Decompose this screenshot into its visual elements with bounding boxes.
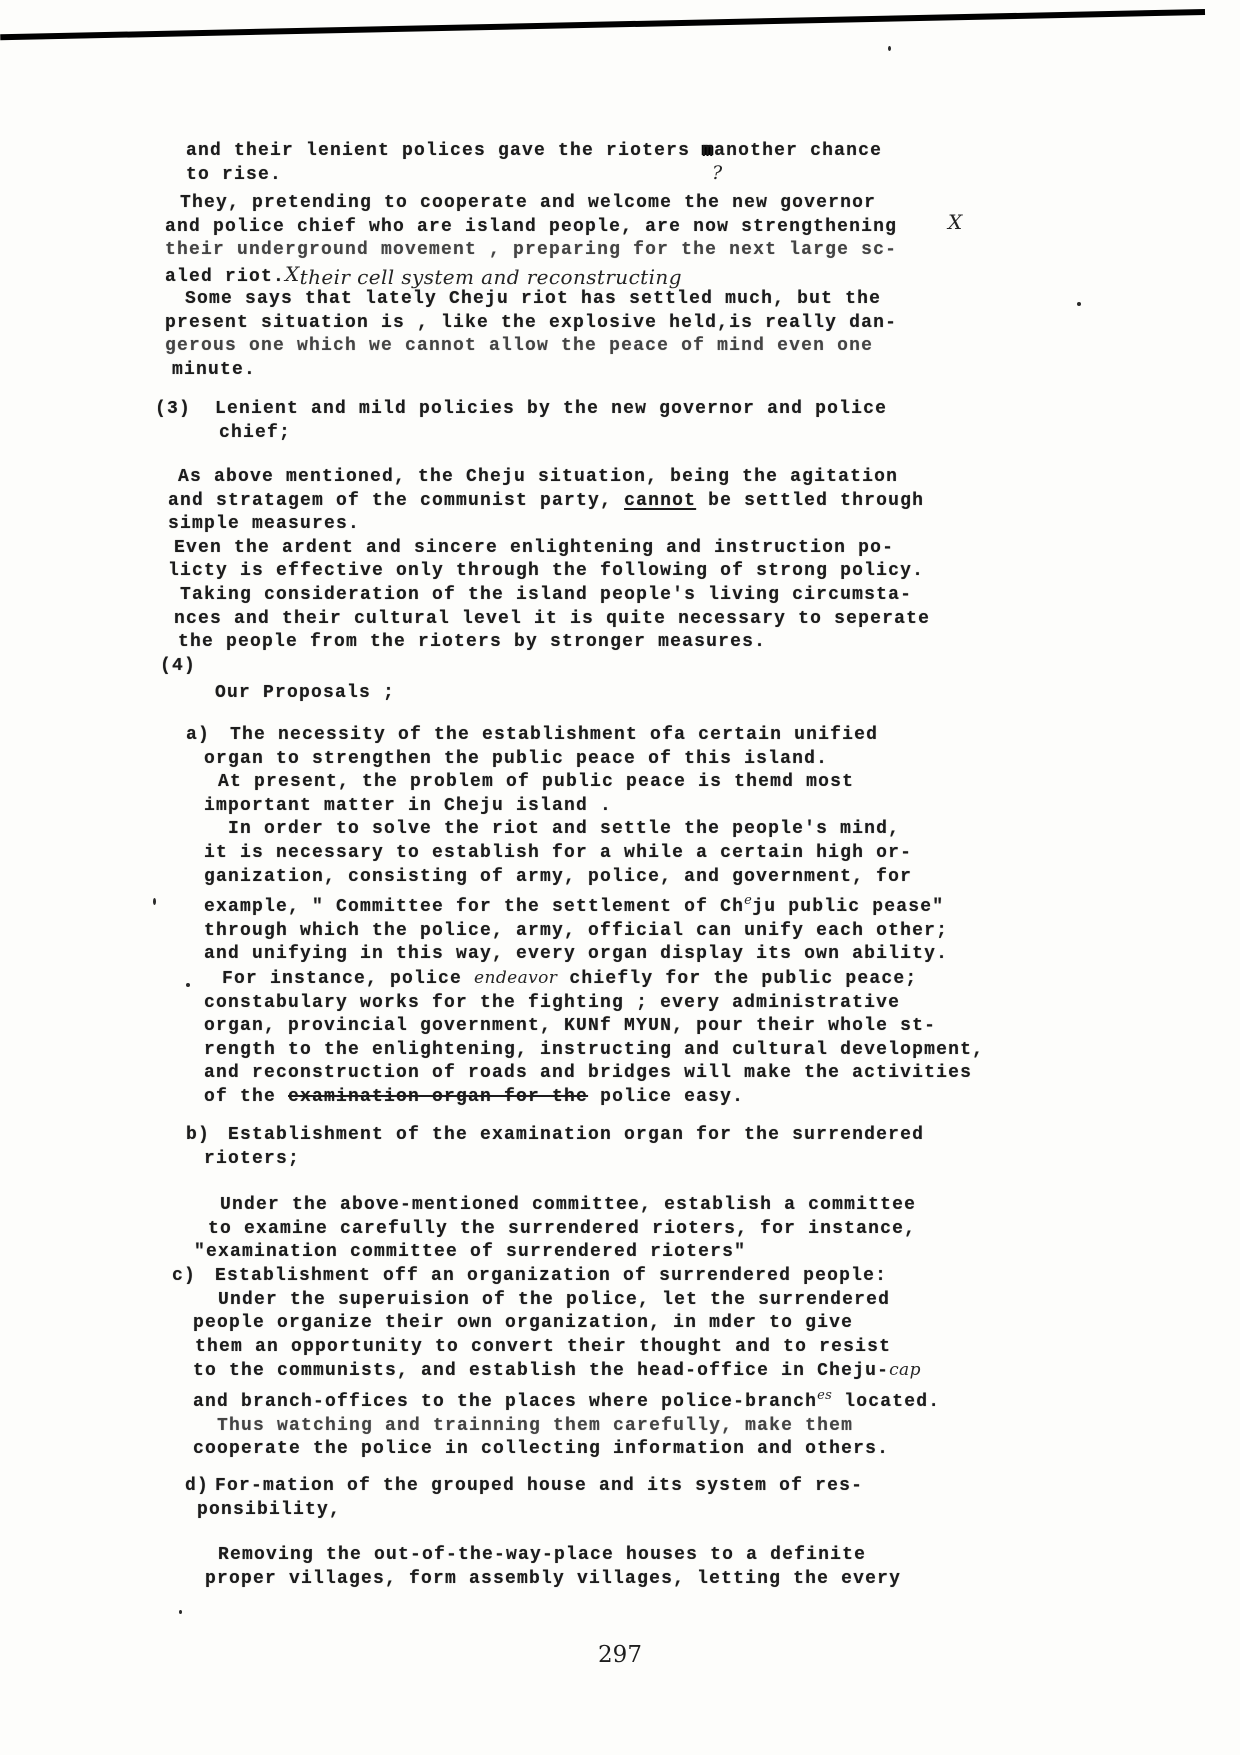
text-segment: another chance — [714, 141, 883, 161]
handwritten-word-endeavor: endeavor — [474, 967, 558, 988]
handwritten-word-cap: cap — [889, 1360, 921, 1381]
text-line: Removing the out-of-the-way-place houses to a definite — [218, 1545, 867, 1565]
text-line — [204, 1086, 984, 1110]
text-segment: and stratagem of the communist party, — [168, 490, 625, 511]
text-line: Some says that lately Cheju riot has settled much, but the — [185, 289, 882, 309]
text-line: chief; — [219, 422, 292, 443]
handwritten-superscript-es: es — [817, 1387, 833, 1403]
text-line: At present, the problem of public peace is themd most — [218, 772, 855, 793]
text-line: and police chief who are island people, are now strengthening — [165, 216, 898, 237]
text-line: cooperate the police in collecting information and others. — [193, 1439, 890, 1460]
text-line: present situation is , like the explosive held,is really dan- — [165, 312, 898, 333]
section-heading-3 — [155, 398, 887, 445]
text-line: organ to strengthen the public peace of this island. — [204, 748, 829, 769]
section-c — [172, 1265, 941, 1462]
proposals-heading — [215, 682, 395, 706]
text-line: (4) — [160, 655, 197, 676]
text-line: important matter in Cheju island . — [204, 795, 613, 816]
section-d — [185, 1475, 864, 1522]
text-segment: and branch-offices to the places where police-branch — [193, 1391, 818, 1412]
handwritten-superscript-e: e — [744, 893, 753, 909]
section-d-body — [197, 1544, 901, 1591]
text-line: them an opportunity to convert their thought and to resist — [195, 1336, 892, 1357]
text-line — [204, 967, 984, 992]
text-line: (3) Lenient and mild policies by the new governor and police — [155, 399, 888, 419]
text-line — [168, 490, 930, 514]
section-label-d: d) — [185, 1476, 210, 1496]
text-line: the people from the rioters by stronger measures. — [178, 632, 767, 653]
ink-speck — [179, 1610, 182, 1614]
text-line: and unifying in this way, every organ display its own ability. — [204, 944, 949, 965]
handwritten-insertion: their cell system and reconstructing — [299, 264, 682, 289]
text-line: The necessity of the establishment ofa certain unified — [230, 725, 879, 745]
text-line: people organize their own organization, in mder to give — [193, 1313, 854, 1334]
text-line: Establishment off an organization of surrendered people: — [215, 1266, 888, 1286]
text-line: Even the ardent and sincere enlightening and instruction po- — [174, 537, 895, 558]
text-segment: located. — [832, 1391, 941, 1412]
text-line: Under the above-mentioned committee, establish a committee — [220, 1195, 917, 1215]
section-label-a: a) — [186, 725, 211, 745]
text-line: through which the police, army, official can unify each other; — [204, 920, 949, 941]
text-segment: of the — [204, 1086, 289, 1107]
section-label-b: b) — [186, 1125, 211, 1145]
text-line: gerous one which we cannot allow the peace of mind even one — [165, 336, 874, 357]
text-line: their underground movement , preparing for the next large sc- — [165, 240, 898, 261]
ink-speck — [888, 46, 891, 51]
ink-speck — [153, 898, 156, 905]
text-line: In order to solve the riot and settle the people's mind, — [228, 819, 901, 840]
text-line: proper villages, form assembly villages, letting the every — [205, 1568, 902, 1589]
text-line: to rise. — [186, 164, 283, 185]
text-line: Thus watching and trainning them carefully, make them — [217, 1415, 854, 1436]
paragraph — [160, 466, 931, 678]
text-line: rength to the enlightening, instructing and cultural development, — [204, 1039, 985, 1060]
text-line: Establishment of the examination organ for the surrendered — [228, 1125, 925, 1145]
text-line: it is necessary to establish for a while a certain high or- — [204, 842, 913, 863]
text-segment: police easy. — [588, 1086, 745, 1107]
text-line: nces and their cultural level it is quite necessary to seperate — [174, 608, 931, 629]
text-segment: example, " Committee for the settlement of Ch — [204, 897, 745, 918]
text-segment: be settled through — [696, 490, 925, 511]
text-line — [204, 889, 984, 920]
text-line: minute. — [172, 359, 257, 380]
ink-smudge: m — [702, 141, 715, 161]
page-number: 297 — [598, 1642, 642, 1668]
text-segment: For instance, police — [222, 968, 475, 989]
paragraph — [186, 140, 882, 187]
text-line: constabulary works for the fighting ; every administrative — [204, 992, 901, 1013]
strikethrough-text: examination organ for the — [288, 1086, 589, 1107]
text-segment: chiefly for the public peace; — [557, 968, 918, 989]
text-line — [193, 1359, 940, 1384]
text-line: ganization, consisting of army, police, and government, for — [204, 866, 913, 887]
text-segment: to the communists, and establish the head-office in Cheju- — [193, 1361, 890, 1382]
handwritten-question-mark: ? — [712, 162, 723, 184]
text-line: organ, provincial government, KUNf MYUN, pour their whole st- — [204, 1016, 937, 1037]
text-line: licty is effective only through the following of strong policy. — [168, 561, 925, 582]
section-b-body — [194, 1194, 917, 1265]
section-b — [186, 1124, 925, 1171]
text-line: and reconstruction of roads and bridges will make the activities — [204, 1063, 973, 1084]
ink-speck — [186, 983, 190, 987]
ink-speck — [1077, 302, 1081, 306]
text-line — [193, 1384, 940, 1415]
text-segment: and their lenient polices gave the rioters — [186, 141, 703, 161]
handwritten-x-mark: X — [285, 261, 300, 286]
handwritten-x-mark: X — [948, 210, 963, 234]
text-line: As above mentioned, the Cheju situation, being the agitation — [178, 467, 899, 487]
text-segment: aled riot. — [165, 266, 286, 287]
text-line: Taking consideration of the island people's living circumsta- — [180, 584, 913, 605]
section-a — [186, 724, 985, 1110]
text-line — [186, 140, 882, 164]
paragraph — [165, 288, 897, 382]
text-line: Our Proposals ; — [215, 683, 396, 703]
text-line: simple measures. — [168, 514, 361, 535]
text-line: They, pretending to cooperate and welcome the new governor — [180, 193, 877, 213]
underlined-word: cannot — [624, 490, 697, 511]
text-line: For-mation of the grouped house and its system of res- — [215, 1476, 864, 1496]
text-line: "examination committee of surrendered rioters" — [194, 1242, 747, 1263]
section-label-c: c) — [172, 1266, 197, 1286]
text-line: rioters; — [204, 1148, 301, 1169]
paragraph — [165, 192, 897, 289]
text-line — [165, 263, 897, 290]
text-line: Under the superuision of the police, let the surrendered — [218, 1289, 891, 1310]
text-segment: ju public pease" — [752, 897, 945, 918]
text-line: ponsibility, — [197, 1499, 342, 1520]
text-line: to examine carefully the surrendered rioters, for instance, — [208, 1218, 917, 1239]
